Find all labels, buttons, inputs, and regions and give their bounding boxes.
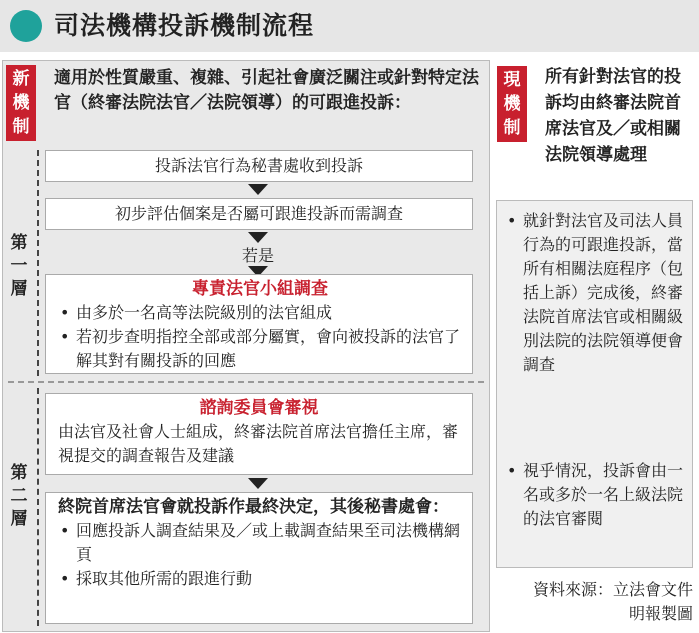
current-mechanism-intro: 所有針對法官的投訴均由終審法院首席法官及／或相關法院領導處理 [545, 67, 681, 165]
advisory-committee-heading: 諮詢委員會審視 [199, 398, 319, 418]
arrow-4 [248, 478, 268, 489]
page-title: 司法機構投訴機制流程 [54, 11, 315, 40]
advisory-committee-box [45, 393, 473, 475]
current-mechanism-panel [496, 200, 693, 568]
new-mechanism-tag-text: 新機制 [12, 69, 30, 137]
final-decision-box [45, 492, 473, 624]
step-initial-assessment: 初步評估個案是否屬可跟進投訴而需調查 [45, 198, 473, 230]
advisory-committee-text: 由法官及社會人士組成，終審法院首席法官擔任主席，審視提交的調查報告及建議 [58, 422, 459, 465]
layer2-label: 第二層 [10, 463, 28, 529]
list-item: • 若初步查明指控全部或部分屬實，會向被投訴的法官了解其對有關投訴的回應 [58, 325, 462, 373]
bullet-dot: • [507, 211, 517, 230]
judge-panel-bullets [58, 301, 462, 373]
list-item: • 由多於一名高等法院級別的法官組成 [58, 301, 462, 325]
source-credit [488, 578, 693, 626]
new-mechanism-intro: 適用於性質嚴重、複雜、引起社會廣泛關注或針對特定法官（終審法院法官／法院領導）的可跟進投訴： [54, 68, 479, 113]
judge-panel-heading: 專責法官小組調查 [192, 279, 328, 299]
list-item: • 採取其他所需的跟進行動 [58, 567, 460, 591]
step-receive-complaint: 投訴法官行為秘書處收到投訴 [45, 150, 473, 182]
judge-panel-box [45, 274, 473, 374]
final-decision-bullets [58, 519, 460, 591]
current-bullet-1: • 就針對法官及司法人員行為的可跟進投訴，當所有相關法庭程序（包括上訴）完成後，終審法院首席法官或相關級別法院的法院領導便會調查 [507, 211, 684, 374]
layer2-bracket [37, 388, 39, 626]
current-mechanism-tag [497, 66, 527, 142]
bullet-dot: • [507, 461, 517, 480]
layer1-bracket [37, 150, 39, 376]
arrow-2 [248, 232, 268, 243]
step-yes-label: 若是 [241, 246, 274, 265]
speech-bubble-icon [10, 10, 42, 42]
new-mechanism-tag [6, 65, 36, 141]
layer1-label: 第一層 [10, 233, 28, 299]
final-decision-text: 終院首席法官會就投訴作最終決定，其後秘書處會： [58, 497, 449, 517]
list-item: • 回應投訴人調查結果及／或上載調查結果至司法機構網頁 [58, 519, 460, 567]
current-bullet-2: • 視乎情況，投訴會由一名或多於一名上級法院的法官審閱 [507, 461, 684, 528]
arrow-1 [248, 184, 268, 195]
layer-divider [8, 381, 484, 383]
source-line: 資料來源：立法會文件 [532, 580, 693, 599]
current-mechanism-tag-text: 現機制 [503, 70, 521, 138]
credit-line: 明報製圖 [628, 604, 693, 623]
